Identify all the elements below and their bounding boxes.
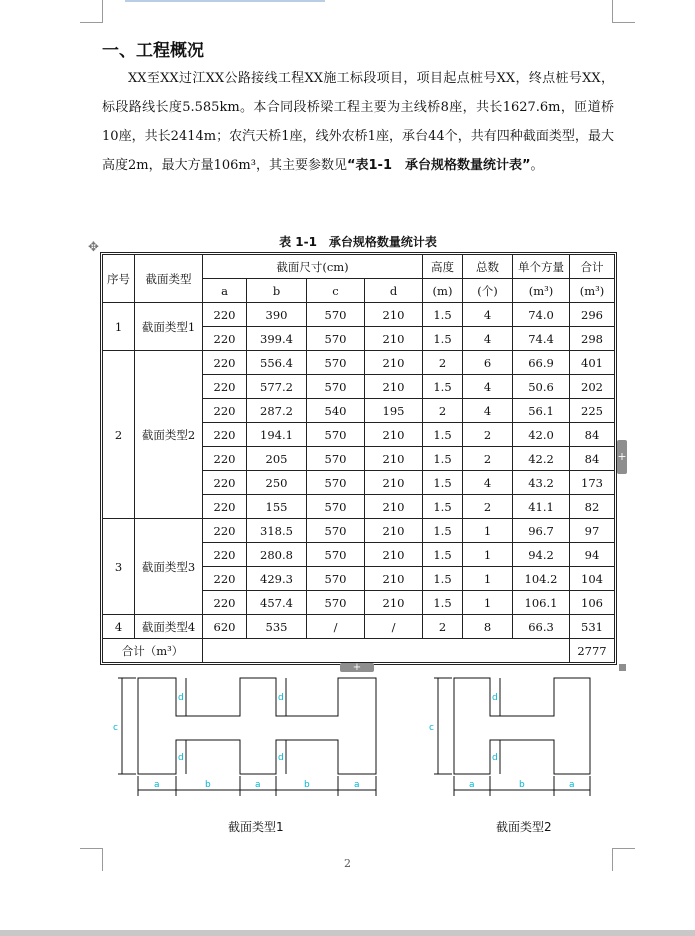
margin-mark-top-left bbox=[80, 0, 103, 23]
cell-d: 210 bbox=[365, 495, 423, 519]
table-resize-handle[interactable] bbox=[619, 664, 626, 671]
cell-a: 220 bbox=[203, 303, 247, 327]
cell-a: 220 bbox=[203, 399, 247, 423]
cell-total: 94 bbox=[570, 543, 615, 567]
cell-height: 1.5 bbox=[423, 303, 463, 327]
cell-b: 535 bbox=[247, 615, 307, 639]
cell-a: 220 bbox=[203, 543, 247, 567]
cell-c: 570 bbox=[307, 423, 365, 447]
cell-b: 155 bbox=[247, 495, 307, 519]
header-dims: 截面尺寸(cm) bbox=[203, 255, 423, 279]
cell-height: 2 bbox=[423, 615, 463, 639]
header-a: a bbox=[203, 279, 247, 303]
cell-unit-volume: 74.0 bbox=[513, 303, 570, 327]
cell-total: 106 bbox=[570, 591, 615, 615]
cell-d: 210 bbox=[365, 351, 423, 375]
cell-d: 210 bbox=[365, 447, 423, 471]
cell-d: 210 bbox=[365, 423, 423, 447]
cell-b: 280.8 bbox=[247, 543, 307, 567]
cell-c: 570 bbox=[307, 303, 365, 327]
cell-d: 210 bbox=[365, 471, 423, 495]
header-count-unit: (个) bbox=[463, 279, 513, 303]
cell-height: 2 bbox=[423, 351, 463, 375]
figure-1-caption: 截面类型1 bbox=[228, 820, 284, 834]
header-count: 总数 bbox=[463, 255, 513, 279]
header-seq: 序号 bbox=[103, 255, 135, 303]
cell-height: 1.5 bbox=[423, 447, 463, 471]
cell-b: 287.2 bbox=[247, 399, 307, 423]
cell-unit-volume: 96.7 bbox=[513, 519, 570, 543]
cell-d: / bbox=[365, 615, 423, 639]
cell-a: 220 bbox=[203, 375, 247, 399]
cell-unit-volume: 104.2 bbox=[513, 567, 570, 591]
cell-total: 84 bbox=[570, 447, 615, 471]
cell-total: 82 bbox=[570, 495, 615, 519]
header-c: c bbox=[307, 279, 365, 303]
cell-section-type: 截面类型4 bbox=[135, 615, 203, 639]
cell-unit-volume: 42.0 bbox=[513, 423, 570, 447]
cell-seq: 3 bbox=[103, 519, 135, 615]
cell-a: 220 bbox=[203, 327, 247, 351]
header-height-unit: (m) bbox=[423, 279, 463, 303]
cell-height: 1.5 bbox=[423, 567, 463, 591]
summary-value: 2777 bbox=[570, 639, 615, 663]
overview-paragraph bbox=[102, 64, 614, 180]
cell-count: 1 bbox=[463, 591, 513, 615]
dim-a-label-2: a bbox=[255, 780, 261, 790]
cell-d: 210 bbox=[365, 591, 423, 615]
cell-count: 2 bbox=[463, 447, 513, 471]
cell-d: 210 bbox=[365, 567, 423, 591]
cell-d: 210 bbox=[365, 303, 423, 327]
cell-count: 4 bbox=[463, 303, 513, 327]
dim-d-label-3: d bbox=[278, 693, 284, 703]
cell-count: 2 bbox=[463, 495, 513, 519]
cell-b: 556.4 bbox=[247, 351, 307, 375]
cell-unit-volume: 50.6 bbox=[513, 375, 570, 399]
cell-total: 401 bbox=[570, 351, 615, 375]
top-ruler-highlight bbox=[125, 0, 325, 2]
header-d: d bbox=[365, 279, 423, 303]
cell-c: 540 bbox=[307, 399, 365, 423]
page-number: 2 bbox=[344, 857, 351, 870]
cell-height: 1.5 bbox=[423, 543, 463, 567]
cell-height: 1.5 bbox=[423, 471, 463, 495]
cell-count: 1 bbox=[463, 567, 513, 591]
cell-unit-volume: 74.4 bbox=[513, 327, 570, 351]
header-total-unit: (m³) bbox=[570, 279, 615, 303]
dim2-a-label-1: a bbox=[469, 780, 475, 790]
dim-a-label-1: a bbox=[154, 780, 160, 790]
cell-d: 210 bbox=[365, 519, 423, 543]
cell-seq: 1 bbox=[103, 303, 135, 351]
cell-height: 1.5 bbox=[423, 519, 463, 543]
cell-c: 570 bbox=[307, 591, 365, 615]
add-row-button[interactable]: + bbox=[340, 663, 374, 672]
cell-c: 570 bbox=[307, 327, 365, 351]
dim2-c-label: c bbox=[429, 723, 434, 733]
cell-unit-volume: 56.1 bbox=[513, 399, 570, 423]
header-type: 截面类型 bbox=[135, 255, 203, 303]
section-type-1-diagram bbox=[110, 672, 385, 800]
cell-b: 399.4 bbox=[247, 327, 307, 351]
cell-d: 195 bbox=[365, 399, 423, 423]
dim2-d-label-2: d bbox=[492, 753, 498, 763]
cell-d: 210 bbox=[365, 543, 423, 567]
cell-d: 210 bbox=[365, 375, 423, 399]
cell-a: 220 bbox=[203, 471, 247, 495]
cell-height: 1.5 bbox=[423, 495, 463, 519]
header-total: 合计 bbox=[570, 255, 615, 279]
cell-count: 4 bbox=[463, 375, 513, 399]
cell-count: 4 bbox=[463, 327, 513, 351]
cell-seq: 2 bbox=[103, 351, 135, 519]
margin-mark-top-right bbox=[612, 0, 635, 23]
cell-height: 2 bbox=[423, 399, 463, 423]
table-caption: 表 1-1 承台规格数量统计表 bbox=[279, 235, 437, 249]
cell-a: 220 bbox=[203, 567, 247, 591]
cell-total: 531 bbox=[570, 615, 615, 639]
add-column-button[interactable]: + bbox=[617, 440, 627, 474]
cell-height: 1.5 bbox=[423, 327, 463, 351]
summary-row bbox=[103, 639, 615, 663]
summary-empty bbox=[203, 639, 570, 663]
cell-b: 194.1 bbox=[247, 423, 307, 447]
pile-cap-table bbox=[102, 254, 615, 663]
cell-b: 429.3 bbox=[247, 567, 307, 591]
paragraph-tail: 。 bbox=[530, 158, 544, 173]
summary-label: 合计（m³） bbox=[103, 639, 203, 663]
cell-unit-volume: 66.9 bbox=[513, 351, 570, 375]
dim2-b-label: b bbox=[519, 780, 525, 790]
cell-count: 1 bbox=[463, 543, 513, 567]
cell-a: 220 bbox=[203, 423, 247, 447]
dim-d-label-1: d bbox=[178, 693, 184, 703]
cell-c: 570 bbox=[307, 471, 365, 495]
dim-b-label-1: b bbox=[205, 780, 211, 790]
cell-total: 298 bbox=[570, 327, 615, 351]
cell-c: 570 bbox=[307, 519, 365, 543]
figure-2-caption: 截面类型2 bbox=[496, 820, 552, 834]
cell-section-type: 截面类型1 bbox=[135, 303, 203, 351]
header-row-1 bbox=[103, 255, 615, 279]
table-row bbox=[103, 303, 615, 327]
cell-unit-volume: 42.2 bbox=[513, 447, 570, 471]
cell-b: 390 bbox=[247, 303, 307, 327]
header-unit-volume: 单个方量 bbox=[513, 255, 570, 279]
cell-height: 1.5 bbox=[423, 591, 463, 615]
window-bottom-border bbox=[0, 930, 695, 936]
cell-d: 210 bbox=[365, 327, 423, 351]
header-height: 高度 bbox=[423, 255, 463, 279]
cell-count: 4 bbox=[463, 399, 513, 423]
cell-c: / bbox=[307, 615, 365, 639]
table-row bbox=[103, 351, 615, 375]
header-b: b bbox=[247, 279, 307, 303]
cell-a: 220 bbox=[203, 591, 247, 615]
cell-unit-volume: 106.1 bbox=[513, 591, 570, 615]
table-move-handle-icon[interactable]: ✥ bbox=[88, 240, 99, 255]
cell-total: 225 bbox=[570, 399, 615, 423]
cell-unit-volume: 43.2 bbox=[513, 471, 570, 495]
cell-total: 97 bbox=[570, 519, 615, 543]
cell-a: 220 bbox=[203, 495, 247, 519]
section-heading: 一、工程概况 bbox=[102, 41, 204, 61]
dim2-d-label-1: d bbox=[492, 693, 498, 703]
table-row bbox=[103, 519, 615, 543]
cell-a: 220 bbox=[203, 351, 247, 375]
cell-total: 296 bbox=[570, 303, 615, 327]
dim-b-label-2: b bbox=[304, 780, 310, 790]
cell-total: 202 bbox=[570, 375, 615, 399]
cell-a: 220 bbox=[203, 519, 247, 543]
cell-c: 570 bbox=[307, 447, 365, 471]
cell-c: 570 bbox=[307, 495, 365, 519]
dim-a-label-3: a bbox=[354, 780, 360, 790]
dim-c-label: c bbox=[113, 723, 118, 733]
cell-unit-volume: 66.3 bbox=[513, 615, 570, 639]
cell-b: 250 bbox=[247, 471, 307, 495]
cell-total: 104 bbox=[570, 567, 615, 591]
cell-b: 457.4 bbox=[247, 591, 307, 615]
cell-a: 220 bbox=[203, 447, 247, 471]
table-row bbox=[103, 615, 615, 639]
cell-b: 318.5 bbox=[247, 519, 307, 543]
cell-total: 173 bbox=[570, 471, 615, 495]
cell-unit-volume: 41.1 bbox=[513, 495, 570, 519]
cell-height: 1.5 bbox=[423, 423, 463, 447]
section-type-2-diagram bbox=[424, 672, 599, 800]
cell-seq: 4 bbox=[103, 615, 135, 639]
cell-c: 570 bbox=[307, 351, 365, 375]
cell-total: 84 bbox=[570, 423, 615, 447]
dim2-a-label-2: a bbox=[569, 780, 575, 790]
dim-d-label-4: d bbox=[278, 753, 284, 763]
cell-count: 6 bbox=[463, 351, 513, 375]
cell-count: 8 bbox=[463, 615, 513, 639]
cell-c: 570 bbox=[307, 567, 365, 591]
header-unit-volume-unit: (m³) bbox=[513, 279, 570, 303]
cell-height: 1.5 bbox=[423, 375, 463, 399]
dim-d-label-2: d bbox=[178, 753, 184, 763]
paragraph-emphasis: “表1-1 承台规格数量统计表” bbox=[346, 158, 531, 173]
paragraph-text: XX至XX过江XX公路接线工程XX施工标段项目，项目起点桩号XX，终点桩号XX，标段路线长度5.585km。本合同段桥梁工程主要为主线桥8座，共长1627.6m，匝道桥10座，共长2414m；农汽天桥1座，线外农桥1座，承台44个，共有四种截面类型，最大高度2m，最大方量106m³，其主要参数见 bbox=[102, 71, 614, 173]
cell-count: 4 bbox=[463, 471, 513, 495]
cell-a: 620 bbox=[203, 615, 247, 639]
cell-c: 570 bbox=[307, 375, 365, 399]
cell-count: 1 bbox=[463, 519, 513, 543]
cell-section-type: 截面类型3 bbox=[135, 519, 203, 615]
cell-unit-volume: 94.2 bbox=[513, 543, 570, 567]
cell-b: 205 bbox=[247, 447, 307, 471]
cell-section-type: 截面类型2 bbox=[135, 351, 203, 519]
cell-b: 577.2 bbox=[247, 375, 307, 399]
cell-c: 570 bbox=[307, 543, 365, 567]
cell-count: 2 bbox=[463, 423, 513, 447]
